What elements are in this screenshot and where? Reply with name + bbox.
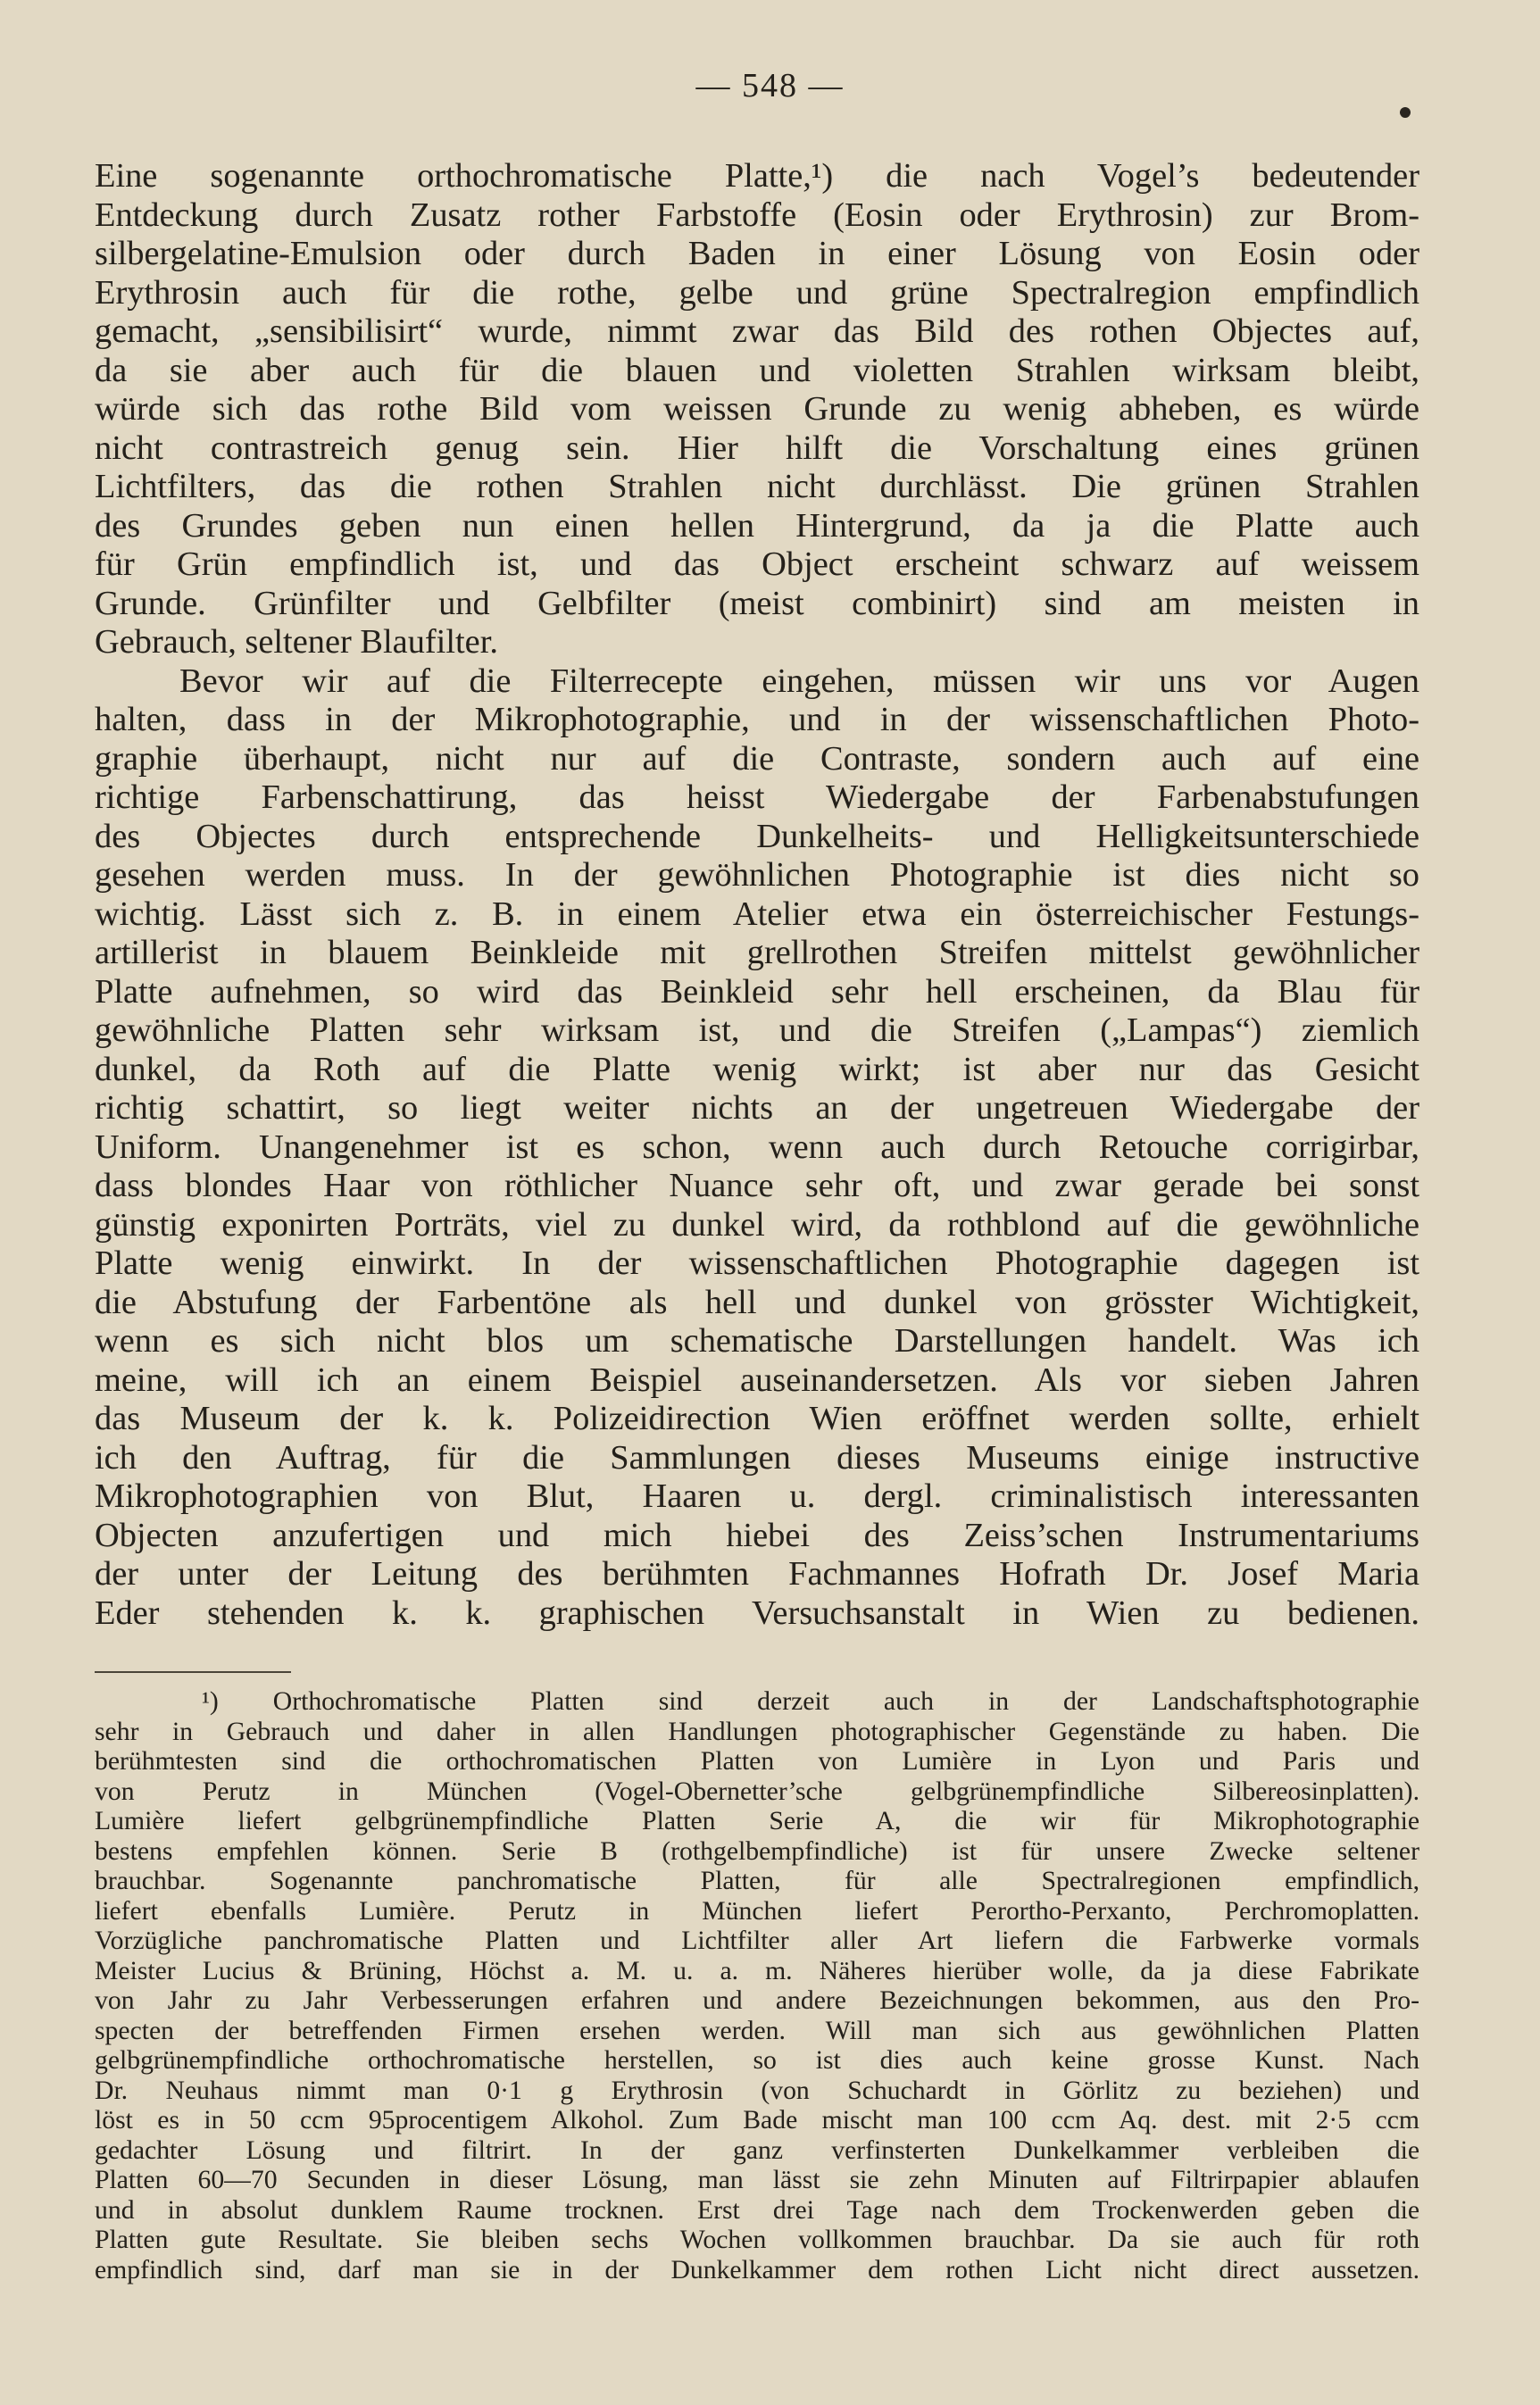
text-line: Bevor wir auf die Filterrecepte eingehen, müssen wir uns vor Augen bbox=[179, 662, 1419, 700]
footnote-line: sehr in Gebrauch und daher in allen Handlungen photographischer Gegenstände zu haben. Die bbox=[95, 1717, 1419, 1746]
footnote-line: löst es in 50 ccm 95procentigem Alkohol. Zum Bade mischt man 100 ccm Aq. dest. mit 2·5 ccm bbox=[95, 2106, 1419, 2135]
text-line: wenn es sich nicht blos um schematische Darstellungen handelt. Was ich bbox=[95, 1322, 1419, 1360]
text-line: gemacht, „sensibilisirt“ wurde, nimmt zwar das Bild des rothen Objectes auf, bbox=[95, 312, 1419, 350]
text-line: dass blondes Haar von röthlicher Nuance sehr oft, und zwar gerade bei sonst bbox=[95, 1167, 1419, 1204]
text-line: das Museum der k. k. Polizeidirection Wien eröffnet werden sollte, erhielt bbox=[95, 1400, 1419, 1437]
footnote-line: von Perutz in München (Vogel-Obernetter’sche gelbgrünempfindliche Silbereosinplatten). bbox=[95, 1777, 1419, 1806]
text-line: Grunde. Grünfilter und Gelbfilter (meist combinirt) sind am meisten in bbox=[95, 584, 1419, 622]
text-line: wichtig. Lässt sich z. B. in einem Atelier etwa ein österreichischer Festungs- bbox=[95, 895, 1419, 933]
footnote-line: von Jahr zu Jahr Verbesserungen erfahren und andere Bezeichnungen bekommen, aus den Pro- bbox=[95, 1986, 1419, 2015]
text-line: meine, will ich an einem Beispiel auseinandersetzen. Als vor sieben Jahren bbox=[95, 1361, 1419, 1399]
text-line: halten, dass in der Mikrophotographie, und in der wissenschaftlichen Photo- bbox=[95, 701, 1419, 738]
footnote-line: brauchbar. Sogenannte panchromatische Platten, für alle Spectralregionen empfindlich, bbox=[95, 1867, 1419, 1895]
text-line: würde sich das rothe Bild vom weissen Grunde zu wenig abheben, es würde bbox=[95, 390, 1419, 428]
footnote-line: bestens empfehlen können. Serie B (rothgelbempfindliche) ist für unsere Zwecke seltener bbox=[95, 1836, 1419, 1866]
text-line: der unter der Leitung des berühmten Fachmannes Hofrath Dr. Josef Maria bbox=[95, 1555, 1419, 1593]
text-line: da sie aber auch für die blauen und violetten Strahlen wirksam bleibt, bbox=[95, 351, 1419, 389]
text-line: des Grundes geben nun einen hellen Hintergrund, da ja die Platte auch bbox=[95, 506, 1419, 545]
footnote-line: und in absolut dunklem Raume trocknen. Erst drei Tage nach dem Trockenwerden geben die bbox=[95, 2195, 1419, 2225]
text-line: richtige Farbenschattirung, das heisst Wiedergabe der Farbenabstufungen bbox=[95, 778, 1419, 816]
text-line: gewöhnliche Platten sehr wirksam ist, und die Streifen („Lampas“) ziemlich bbox=[95, 1011, 1419, 1049]
footnote-line: berühmtesten sind die orthochromatischen Platten von Lumière in Lyon und Paris und bbox=[95, 1747, 1419, 1776]
ink-speck bbox=[1400, 107, 1411, 118]
text-line: günstig exponirten Porträts, viel zu dunkel wird, da rothblond auf die gewöhnliche bbox=[95, 1205, 1419, 1244]
footnote-divider bbox=[95, 1671, 291, 1673]
text-line: Mikrophotographien von Blut, Haaren u. dergl. criminalistisch interessanten bbox=[95, 1477, 1419, 1515]
footnote-line: Dr. Neuhaus nimmt man 0·1 g Erythrosin (von Schuchardt in Görlitz zu beziehen) und bbox=[95, 2076, 1419, 2105]
footnote-line: ¹) Orthochromatische Platten sind derzeit auch in der Landschaftsphotographie bbox=[202, 1687, 1419, 1716]
text-line: Entdeckung durch Zusatz rother Farbstoffe (Eosin oder Erythrosin) zur Brom- bbox=[95, 196, 1419, 234]
main-text bbox=[95, 157, 1419, 1633]
text-line: silbergelatine-Emulsion oder durch Baden in einer Lösung von Eosin oder bbox=[95, 235, 1419, 272]
footnote-line: gelbgrünempfindliche orthochromatische herstellen, so ist dies auch keine grosse Kunst. Nach bbox=[95, 2046, 1419, 2075]
footnote-line: Platten 60—70 Secunden in dieser Lösung, man lässt sie zehn Minuten auf Filtrirpapier ablaufen bbox=[95, 2166, 1419, 2194]
text-line: gesehen werden muss. In der gewöhnlichen Photographie ist dies nicht so bbox=[95, 856, 1419, 894]
footnote-line: Meister Lucius & Brüning, Höchst a. M. u. a. m. Näheres hierüber wolle, da ja diese Fabrikate bbox=[95, 1956, 1419, 1985]
footnote-line: gedachter Lösung und filtrirt. In der ganz verfinsterten Dunkelkammer verbleiben die bbox=[95, 2135, 1419, 2165]
footnote bbox=[95, 1687, 1419, 2285]
footnote-line: liefert ebenfalls Lumière. Perutz in München liefert Perortho-Perxanto, Perchromoplatten. bbox=[95, 1896, 1419, 1926]
text-line: Gebrauch, seltener Blaufilter. bbox=[95, 623, 498, 661]
footnote-line: specten der betreffenden Firmen ersehen werden. Will man sich aus gewöhnlichen Platten bbox=[95, 2016, 1419, 2045]
text-line: dunkel, da Roth auf die Platte wenig wirkt; ist aber nur das Gesicht bbox=[95, 1050, 1419, 1088]
text-line: richtig schattirt, so liegt weiter nichts an der ungetreuen Wiedergabe der bbox=[95, 1089, 1419, 1127]
footnote-line: Vorzügliche panchromatische Platten und Lichtfilter aller Art liefern die Farbwerke vormals bbox=[95, 1926, 1419, 1955]
footnote-line: empfindlich sind, darf man sie in der Dunkelkammer dem rothen Licht nicht direct aussetzen. bbox=[95, 2255, 1419, 2284]
text-line: die Abstufung der Farbentöne als hell und dunkel von grösster Wichtigkeit, bbox=[95, 1283, 1419, 1321]
text-line: ich den Auftrag, für die Sammlungen dieses Museums einige instructive bbox=[95, 1438, 1419, 1477]
text-line: Platte aufnehmen, so wird das Beinkleid sehr hell erscheinen, da Blau für bbox=[95, 972, 1419, 1011]
text-line: Platte wenig einwirkt. In der wissenschaftlichen Photographie dagegen ist bbox=[95, 1244, 1419, 1282]
page-number: — 548 — bbox=[695, 67, 845, 104]
text-line: nicht contrastreich genug sein. Hier hilft die Vorschaltung eines grünen bbox=[95, 429, 1419, 467]
text-line: graphie überhaupt, nicht nur auf die Contraste, sondern auch auf eine bbox=[95, 739, 1419, 778]
text-line: Lichtfilters, das die rothen Strahlen nicht durchlässt. Die grünen Strahlen bbox=[95, 468, 1419, 505]
text-line: des Objectes durch entsprechende Dunkelheits- und Helligkeitsunterschiede bbox=[95, 817, 1419, 855]
text-line: Objecten anzufertigen und mich hiebei des Zeiss’schen Instrumentariums bbox=[95, 1516, 1419, 1554]
text-line: Erythrosin auch für die rothe, gelbe und grüne Spectralregion empfindlich bbox=[95, 273, 1419, 312]
footnote-line: Lumière liefert gelbgrünempfindliche Platten Serie A, die wir für Mikrophotographie bbox=[95, 1807, 1419, 1835]
text-line: artillerist in blauem Beinkleide mit grellrothen Streifen mittelst gewöhnlicher bbox=[95, 934, 1419, 971]
text-line: Eine sogenannte orthochromatische Platte,¹) die nach Vogel’s bedeutender bbox=[95, 157, 1419, 195]
footnote-line: Platten gute Resultate. Sie bleiben sechs Wochen vollkommen brauchbar. Da sie auch für roth bbox=[95, 2226, 1419, 2254]
text-line: Eder stehenden k. k. graphischen Versuchsanstalt in Wien zu bedienen. bbox=[95, 1594, 1419, 1632]
text-line: für Grün empfindlich ist, und das Object erscheint schwarz auf weissem bbox=[95, 545, 1419, 583]
text-line: Uniform. Unangenehmer ist es schon, wenn auch durch Retouche corrigirbar, bbox=[95, 1128, 1419, 1166]
